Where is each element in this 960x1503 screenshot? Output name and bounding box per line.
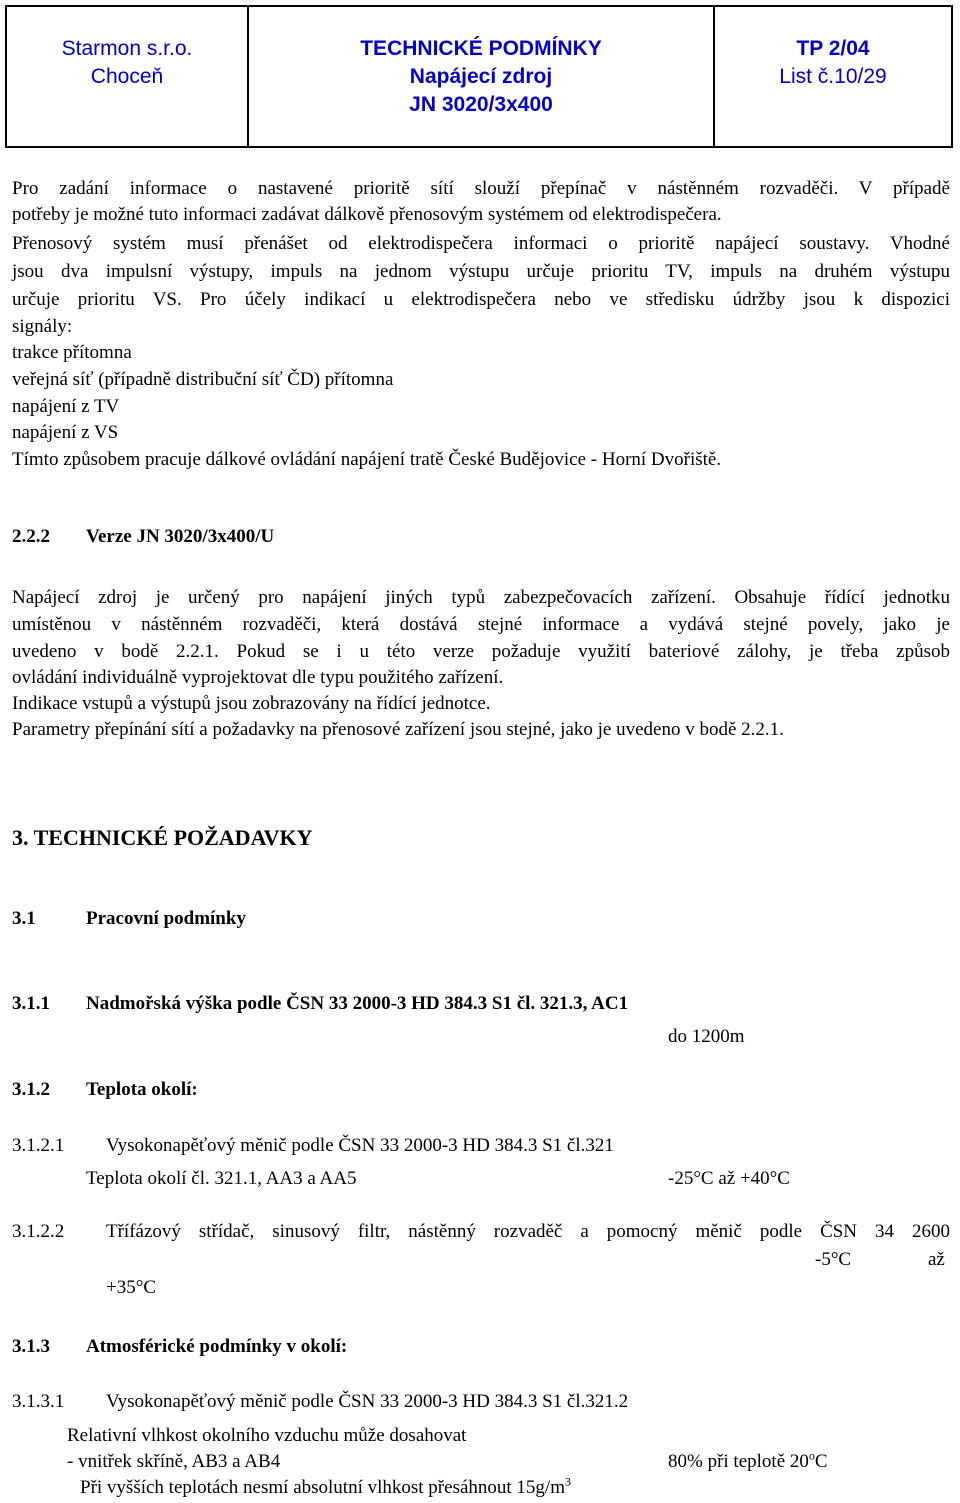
- humidity-line: [80, 1476, 571, 1500]
- section-heading: Teplota okolí:: [86, 1079, 198, 1100]
- signal-item: napájení z VS: [12, 422, 119, 443]
- humidity-line: Relativní vlhkost okolního vzduchu může dosahovat: [67, 1425, 467, 1446]
- para1-line: Tímto způsobem pracuje dálkové ovládání napájení tratě České Budějovice - Horní Dvořiště.: [12, 449, 722, 470]
- temperature-label: Teplota okolí čl. 321.1, AA3 a AA5: [86, 1168, 357, 1189]
- section-heading: Nadmořská výška podle ČSN 33 2000-3 HD 384.3 S1 čl. 321.3, AC1: [86, 993, 629, 1014]
- humidity-line: - vnitřek skříně, AB3 a AB4: [67, 1451, 281, 1472]
- section-number: 3.1.3: [12, 1336, 50, 1357]
- signal-item: napájení z TV: [12, 396, 120, 417]
- subsection-title: Vysokonapěťový měnič podle ČSN 33 2000-3 HD 384.3 S1 čl.321: [106, 1135, 614, 1156]
- section-number: 3.1.2.2: [12, 1221, 65, 1242]
- temperature-value: +35°C: [106, 1277, 156, 1298]
- signal-item: veřejná síť (případně distribuční síť ČD) přítomna: [12, 369, 394, 390]
- section-heading: Verze JN 3020/3x400/U: [86, 526, 275, 547]
- temperature-value: -5°C: [815, 1249, 852, 1270]
- para1-line: signály:: [12, 316, 73, 337]
- para1-line: Přenosový systém musí přenášet od elektrodispečera informaci o prioritě napájecí soustavy. Vhodné: [12, 233, 950, 254]
- company-name: Starmon s.r.o.: [61, 37, 193, 60]
- document-subtitle: Napájecí zdroj: [409, 65, 553, 88]
- chapter-heading: 3. TECHNICKÉ POŽADAVKY: [12, 825, 313, 850]
- section-number: 3.1.3.1: [12, 1391, 65, 1412]
- sec222-line: Napájecí zdroj je určený pro napájení jiných typů zabezpečovacích zařízení. Obsahuje řídící jednotku: [12, 587, 950, 608]
- section-number: 3.1.2.1: [12, 1135, 65, 1156]
- para1-line: určuje prioritu VS. Pro účely indikací u elektrodispečera nebo ve středisku údržby jsou k dispozici: [12, 289, 950, 310]
- humidity-value: [668, 1450, 828, 1474]
- header-company-cell: [7, 35, 247, 91]
- para1-line: jsou dva impulsní výstupy, impuls na jednom výstupu určuje prioritu TV, impuls na druhém výstupu: [12, 261, 950, 282]
- altitude-value: do 1200m: [668, 1026, 745, 1047]
- document-title: TECHNICKÉ PODMÍNKY: [360, 37, 602, 60]
- signal-item: trakce přítomna: [12, 342, 132, 363]
- document-model: JN 3020/3x400: [409, 93, 553, 116]
- section-number: 3.1.2: [12, 1079, 50, 1100]
- sec222-line: ovládání individuálně vyprojektovat dle typu použitého zařízení.: [12, 667, 504, 688]
- sec222-line: Indikace vstupů a výstupů jsou zobrazovány na řídící jednotce.: [12, 693, 491, 714]
- sheet-number: List č.10/29: [779, 65, 887, 88]
- subsection-title: Vysokonapěťový měnič podle ČSN 33 2000-3 HD 384.3 S1 čl.321.2: [106, 1391, 629, 1412]
- humidity-value-text: 80% při teplotě 20: [668, 1451, 809, 1472]
- company-city: Choceň: [90, 65, 164, 88]
- sec222-line: Parametry přepínání sítí a požadavky na přenosové zařízení jsou stejné, jako je uvedeno v bodě 2.2.1.: [12, 719, 784, 740]
- sec222-line: uvedeno v bodě 2.2.1. Pokud se i u této verze požaduje využití bateriové zálohy, je třeba způsob: [12, 641, 950, 662]
- temperature-value: -25°C až +40°C: [668, 1168, 790, 1189]
- cubic-superscript: 3: [564, 1474, 571, 1489]
- page-header: [5, 5, 953, 148]
- humidity-unit: C: [814, 1451, 828, 1472]
- section-number: 2.2.2: [12, 526, 50, 547]
- sec222-line: umístěnou v nástěnném rozvaděči, která dostává stejné informace a vydává stejné povely, jako je: [12, 614, 950, 635]
- humidity-limit-text: Při vyšších teplotách nesmí absolutní vlhkost přesáhnout 15g/m: [80, 1477, 565, 1498]
- section-heading: Atmosférické podmínky v okolí:: [86, 1336, 348, 1357]
- header-code-cell: [715, 35, 951, 91]
- section-number: 3.1.1: [12, 993, 50, 1014]
- para1-line: Pro zadání informace o nastavené prioritě sítí slouží přepínač v nástěnném rozvaděči. V případě: [12, 178, 950, 199]
- temperature-value: až: [928, 1249, 945, 1270]
- document-code: TP 2/04: [796, 37, 870, 60]
- section-number: 3.1: [12, 908, 36, 929]
- section-heading: Pracovní podmínky: [86, 908, 246, 929]
- degree-superscript: o: [808, 1448, 815, 1463]
- para1-line: potřeby je možné tuto informaci zadávat dálkově přenosovým systémem od elektrodispečera.: [12, 204, 722, 225]
- header-title-cell: [249, 35, 713, 119]
- subsection-title: Třífázový střídač, sinusový filtr, nástěnný rozvaděč a pomocný měnič podle ČSN 34 2600: [106, 1221, 950, 1242]
